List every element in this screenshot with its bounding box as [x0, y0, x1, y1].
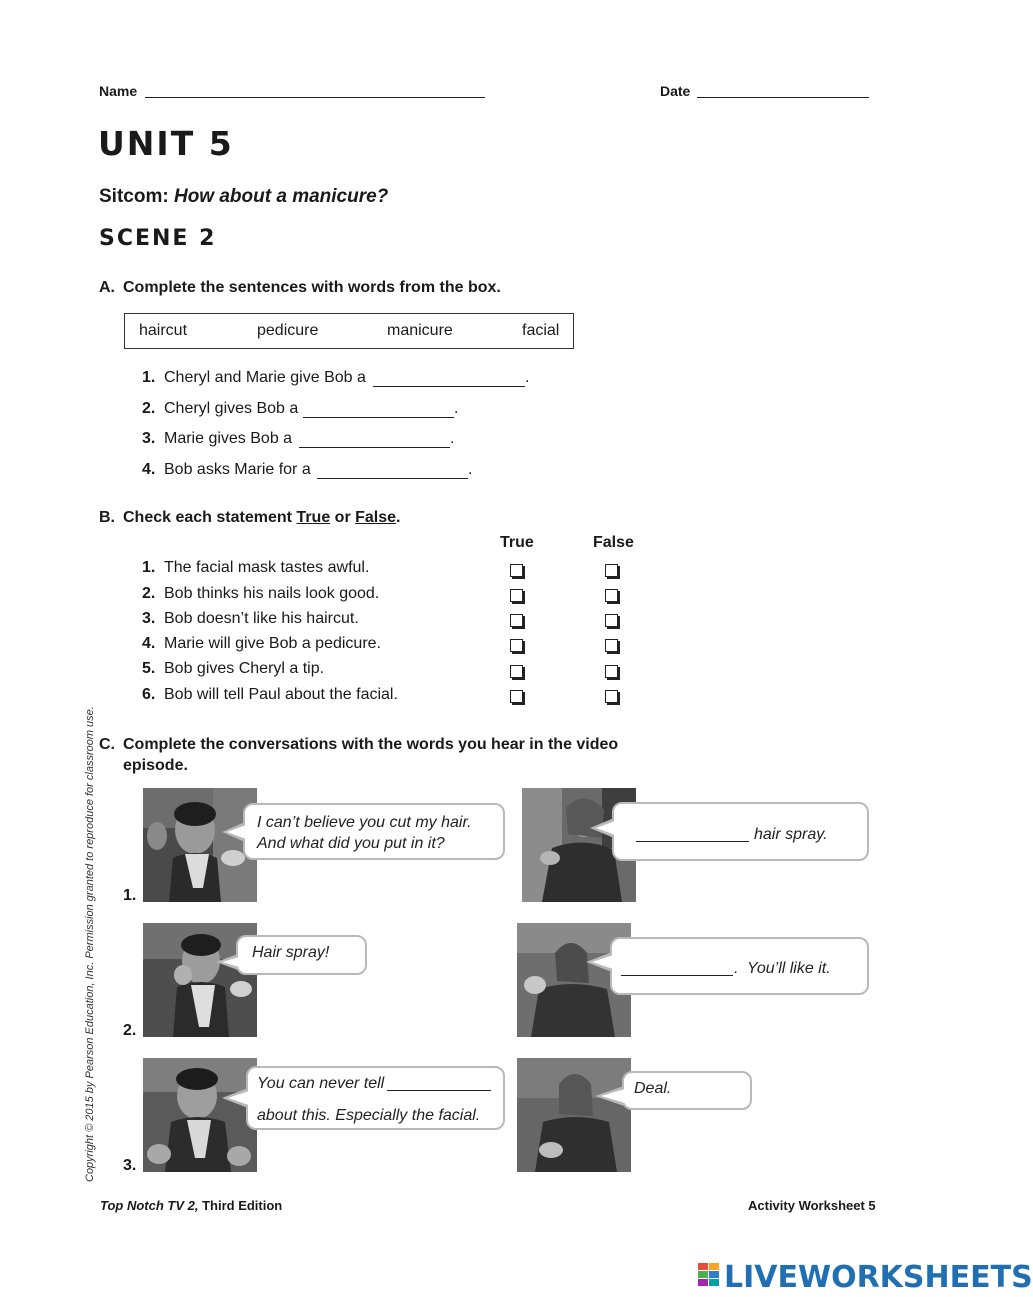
true-checkbox[interactable] [510, 639, 523, 652]
item-text: Cheryl and Marie give Bob a [164, 369, 366, 386]
item-text: Bob doesn’t like his haircut. [164, 610, 359, 627]
section-a-item [142, 400, 298, 418]
item-end: . [454, 400, 459, 417]
false-checkbox[interactable] [605, 614, 618, 627]
bubble-tail-inner [592, 955, 613, 969]
item-end: . [468, 461, 473, 478]
bubble-tail-inner [222, 957, 239, 967]
bubble-text: hair spray. [754, 826, 828, 843]
bubble-line: And what did you put in it? [257, 835, 445, 852]
true-checkbox[interactable] [510, 564, 523, 577]
date-label: Date [660, 83, 691, 99]
speech-bubble-marie-2 [610, 937, 869, 995]
liveworksheets-logo-icon [698, 1263, 720, 1287]
footer-worksheet-label: Activity Worksheet 5 [748, 1198, 876, 1213]
section-b-instruction: Check each statement [123, 509, 292, 526]
answer-blank[interactable] [636, 841, 749, 842]
answer-blank[interactable] [317, 478, 468, 479]
section-a-letter: A. [99, 279, 115, 296]
item-number: 4. [142, 461, 156, 478]
section-a-item [142, 430, 292, 448]
photo-bob-3 [143, 1058, 257, 1172]
false-checkbox[interactable] [605, 690, 618, 703]
section-b-item [142, 635, 381, 653]
book-edition: Third Edition [202, 1198, 283, 1213]
item-text: Bob asks Marie for a [164, 461, 311, 478]
item-text: Bob thinks his nails look good. [164, 585, 380, 602]
speech-bubble-bob-1 [243, 803, 505, 860]
section-c-letter: C. [99, 736, 115, 753]
bubble-text: . You’ll like it. [734, 960, 831, 977]
section-a-instruction: Complete the sentences with words from the box. [123, 279, 501, 296]
item-number: 5. [142, 660, 156, 677]
section-a-item [142, 461, 311, 479]
section-b-item [142, 610, 359, 628]
bubble-line: Deal. [634, 1080, 672, 1097]
true-checkbox[interactable] [510, 589, 523, 602]
photo-bob-1 [143, 788, 257, 902]
item-text: Cheryl gives Bob a [164, 400, 299, 417]
scene-title: SCENE 2 [99, 226, 217, 251]
false-column-header: False [593, 534, 634, 551]
bubble-line: about this. Especially the facial. [257, 1107, 481, 1124]
book-title: Top Notch TV 2, [100, 1198, 199, 1213]
copyright-notice: Copyright © 2015 by Pearson Education, Inc. Permission granted to reproduce for classroom use. [84, 706, 96, 1182]
answer-blank[interactable] [299, 447, 450, 448]
unit-title: UNIT 5 [98, 124, 234, 163]
false-checkbox[interactable] [605, 589, 618, 602]
row-number: 3. [123, 1157, 137, 1174]
speech-bubble-marie-3 [622, 1071, 752, 1110]
speech-bubble-bob-3 [246, 1066, 505, 1130]
speech-bubble-cheryl-1 [612, 802, 869, 861]
section-a-item [142, 369, 366, 387]
answer-blank[interactable] [387, 1090, 491, 1091]
item-end: . [525, 369, 530, 386]
false-checkbox[interactable] [605, 665, 618, 678]
item-text: Bob will tell Paul about the facial. [164, 686, 398, 703]
item-number: 3. [142, 430, 156, 447]
bubble-line: I can’t believe you cut my hair. [257, 814, 472, 831]
item-number: 2. [142, 585, 156, 602]
section-b-item [142, 585, 379, 603]
section-c-instruction-line2: episode. [123, 757, 188, 774]
section-b-letter: B. [99, 509, 115, 526]
item-number: 3. [142, 610, 156, 627]
bubble-tail-inner [601, 1089, 625, 1103]
item-end: . [450, 430, 455, 447]
item-number: 6. [142, 686, 156, 703]
sitcom-episode-title: How about a manicure? [173, 186, 389, 207]
answer-blank[interactable] [621, 975, 733, 976]
item-text: Marie gives Bob a [164, 430, 293, 447]
item-text: Marie will give Bob a pedicure. [164, 635, 381, 652]
row-number: 2. [123, 1022, 137, 1039]
section-b-item [142, 559, 369, 577]
item-text: The facial mask tastes awful. [164, 559, 370, 576]
item-text: Bob gives Cheryl a tip. [164, 660, 325, 677]
item-number: 2. [142, 400, 156, 417]
section-b-period: . [396, 509, 401, 526]
true-column-header: True [500, 534, 534, 551]
item-number: 1. [142, 369, 156, 386]
section-b-heading [99, 509, 401, 527]
section-c-heading [99, 734, 659, 776]
photo-marie-3 [517, 1058, 631, 1172]
sitcom-label: Sitcom: [99, 186, 169, 207]
liveworksheets-logo[interactable]: LIVEWORKSHEETS [724, 1260, 1033, 1295]
or-word: or [334, 509, 351, 526]
word-box-item: haircut [139, 322, 188, 339]
footer-book-title [100, 1198, 282, 1213]
word-box-item: pedicure [257, 322, 319, 339]
section-b-item [142, 686, 398, 704]
item-number: 4. [142, 635, 156, 652]
bubble-tail-inner [227, 825, 246, 839]
word-box-item: facial [522, 322, 560, 339]
section-c-instruction-line1: Complete the conversations with the words you hear in the video [123, 736, 619, 753]
item-number: 1. [142, 559, 156, 576]
true-checkbox[interactable] [510, 665, 523, 678]
true-checkbox[interactable] [510, 614, 523, 627]
bubble-tail-inner [228, 1091, 249, 1105]
bubble-tail-inner [596, 821, 615, 835]
false-word: False [355, 509, 397, 526]
sitcom-title [99, 186, 388, 208]
name-field[interactable] [145, 97, 485, 98]
answer-blank[interactable] [303, 417, 454, 418]
date-field[interactable] [697, 97, 869, 98]
name-label: Name [99, 83, 138, 99]
true-checkbox[interactable] [510, 690, 523, 703]
word-box-item: manicure [387, 322, 453, 339]
true-word: True [296, 509, 331, 526]
section-a-heading [99, 279, 501, 297]
false-checkbox[interactable] [605, 564, 618, 577]
speech-bubble-bob-2 [236, 935, 367, 975]
false-checkbox[interactable] [605, 639, 618, 652]
bubble-line: You can never tell [257, 1075, 385, 1092]
section-b-item [142, 660, 324, 678]
bubble-line: Hair spray! [252, 944, 330, 961]
answer-blank[interactable] [373, 386, 525, 387]
word-box [124, 313, 574, 349]
row-number: 1. [123, 887, 137, 904]
